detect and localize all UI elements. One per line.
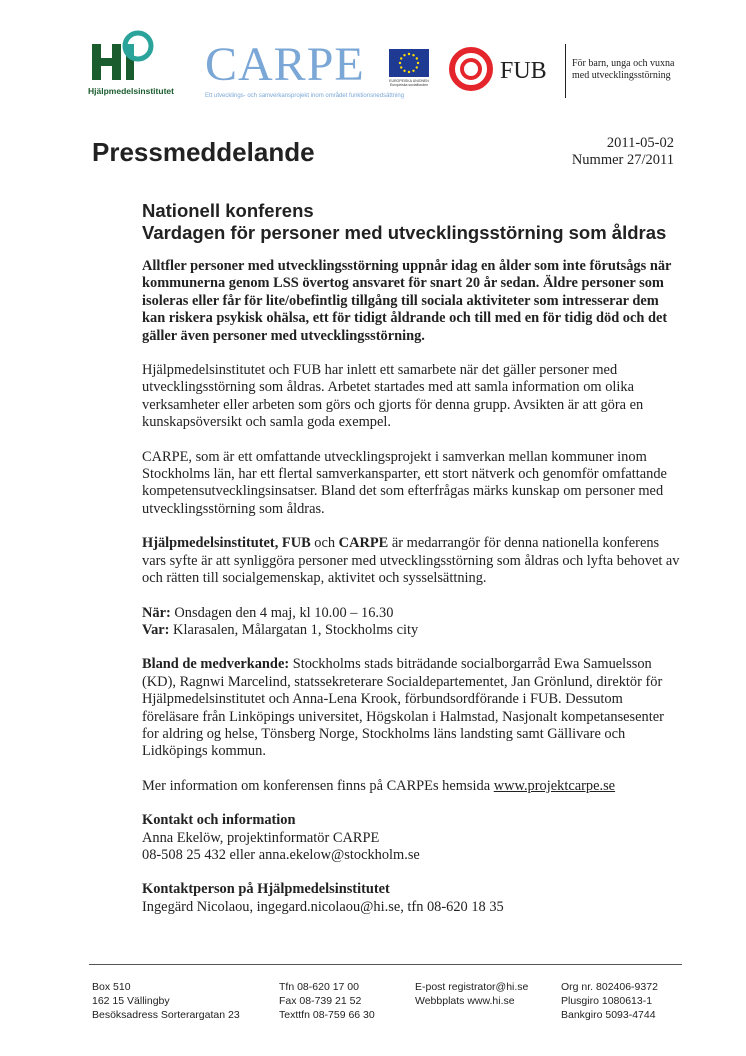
press-number: Nummer 27/2011: [571, 152, 674, 168]
when-label: När:: [142, 604, 171, 621]
hi-contact-block: [142, 881, 682, 916]
where-label: Var:: [142, 621, 170, 638]
fub-logo-word: FUB: [500, 58, 547, 84]
more-info-text: Mer information om konferensen finns på CARPEs hemsida: [142, 777, 494, 794]
eu-flag-icon: [389, 49, 429, 77]
event-when: [142, 605, 682, 622]
footer-phone-line: Texttfn 08-759 66 30: [279, 1009, 375, 1021]
headline-line1: Nationell konferens: [142, 200, 314, 221]
hjalpmedelsinstitutet-logo: [88, 30, 188, 102]
organizers-bold-1: Hjälpmedelsinstitutet, FUB: [142, 535, 311, 552]
organizers-text-2: är medarrangör för denna nationella konferens vars syfte är att synliggöra personer med utvecklingsstörning som åldras och lyfta behovet av och rätten till socialgemenskap, aktivitet och sysselsättning.: [142, 535, 680, 587]
hi-contact-title: Kontaktperson på Hjälpmedelsinstitutet: [142, 881, 390, 898]
speakers-label: Bland de medverkande:: [142, 656, 290, 673]
carpe-website-link[interactable]: www.projektcarpe.se: [493, 777, 616, 794]
organizers-bold-2: CARPE: [338, 535, 389, 552]
contact-line-1: Anna Ekelöw, projektinformatör CARPE: [142, 829, 380, 846]
carpe-logo-subtitle: Ett utvecklings- och samverkansprojekt inom området funktionsnedsättning: [205, 93, 405, 99]
contact-title: Kontakt och information: [142, 812, 296, 829]
contact-line-2: 08-508 25 432 eller anna.ekelow@stockholm.se: [142, 846, 420, 863]
event-where: [142, 622, 682, 639]
footer-email-line: E-post registrator@hi.se: [415, 981, 529, 993]
press-date: 2011-05-02: [606, 135, 674, 151]
lead-paragraph: Alltfler personer med utvecklingsstörning uppnår idag en ålder som inte förutsågs när kommunerna genom LSS övertog ansvaret för snart 20 år sedan. Äldre personer som isoleras eller får för lite/obefintlig tillgång till sociala aktiviteter som intresserar dem kan riskera psykisk ohälsa, ett för tidigt åldrande och till med en för tidig död och det gäller även personer med utvecklingsstörning.: [142, 258, 672, 344]
footer-org-line: Org nr. 802406-9372: [561, 981, 658, 993]
footer-phone-line: Tfn 08-620 17 00: [279, 981, 359, 993]
speakers-paragraph: [142, 656, 682, 760]
hi-contact-line: Ingegärd Nicolaou, ingegard.nicolaou@hi.se, tfn 08-620 18 35: [142, 898, 504, 915]
more-info: [142, 778, 682, 795]
organizers-text-1: och: [310, 535, 339, 552]
fub-logo: [448, 44, 688, 98]
page-title: Pressmeddelande: [92, 137, 315, 167]
paragraph-1: Hjälpmedelsinstitutet och FUB har inlett ett samarbete när det gäller personer med utvecklingsstörning som åldras. Arbetet startades med att samla information om olika verksamheter eller arbeten som görs och gjorts för denna grupp. Avsikten är att göra en kunskapsöversikt och samla goda exempel.: [142, 362, 644, 431]
paragraph-2: CARPE, som är ett omfattande utvecklingsprojekt i samverkan mellan kommuner inom Stockholms län, har ett flertal samverkansparter, ett stort nätverk och genomför omfattande kompetensutvecklingsinsatser. Bland det som efterfrågas märks kunskap om personer med utvecklingsstörning som åldras.: [142, 448, 667, 517]
footer-address-line: Besöksadress Sorterargatan 23: [92, 1009, 240, 1021]
paragraph-3: [142, 535, 682, 587]
footer-divider: [89, 964, 682, 965]
when-value: Onsdagen den 4 maj, kl 10.00 – 16.30: [170, 604, 394, 621]
headline-line2: Vardagen för personer med utvecklingsstörning som åldras: [142, 222, 667, 243]
carpe-logo: [205, 38, 435, 103]
eu-flag-caption: EUROPEISKA UNIONEN Europeiska socialfonden: [389, 79, 429, 87]
contact-block: [142, 812, 682, 864]
where-value: Klarasalen, Målargatan 1, Stockholms city: [169, 621, 419, 638]
fub-logo-divider: [565, 44, 566, 98]
footer-org: [561, 980, 658, 1022]
press-release-body: [142, 200, 682, 916]
speakers-value: Stockholms stads biträdande socialborgarråd Ewa Samuelsson (KD), Ragnwi Marcelind, statssekreterare Socialdepartementet, Jan Grönlund, direktör för Hjälpmedelsinstitutet och Anna-Lena Krook, förbundsordförande i FUB. Dessutom föreläsare från Linköpings universitet, Högskolan i Halmstad, Nasjonalt kompetansesenter for aldring og helse, Tönsberg Norge, Stockholms läns landsting samt Gällivare och Lidköpings kommun.: [142, 656, 664, 760]
fub-logo-tagline: För barn, unga och vuxna med utvecklingsstörning: [572, 58, 675, 81]
footer-address-line: Box 510: [92, 981, 131, 993]
press-date-block: [572, 135, 674, 169]
footer-org-line: Bankgiro 5093-4744: [561, 1009, 656, 1021]
footer-phone: [279, 980, 375, 1022]
footer-address-line: 162 15 Vällingby: [92, 995, 170, 1007]
footer-address: [92, 980, 240, 1022]
carpe-logo-word: CARPE: [205, 38, 365, 91]
hi-logo-icon: [90, 30, 160, 84]
hi-logo-text: Hjälpmedelsinstitutet: [88, 86, 174, 96]
footer-org-line: Plusgiro 1080613-1: [561, 995, 653, 1007]
fub-ring-icon: [448, 46, 494, 92]
footer-web-line: Webbplats www.hi.se: [415, 995, 515, 1007]
footer-email-web: [415, 980, 528, 1008]
footer-phone-line: Fax 08-739 21 52: [279, 995, 362, 1007]
